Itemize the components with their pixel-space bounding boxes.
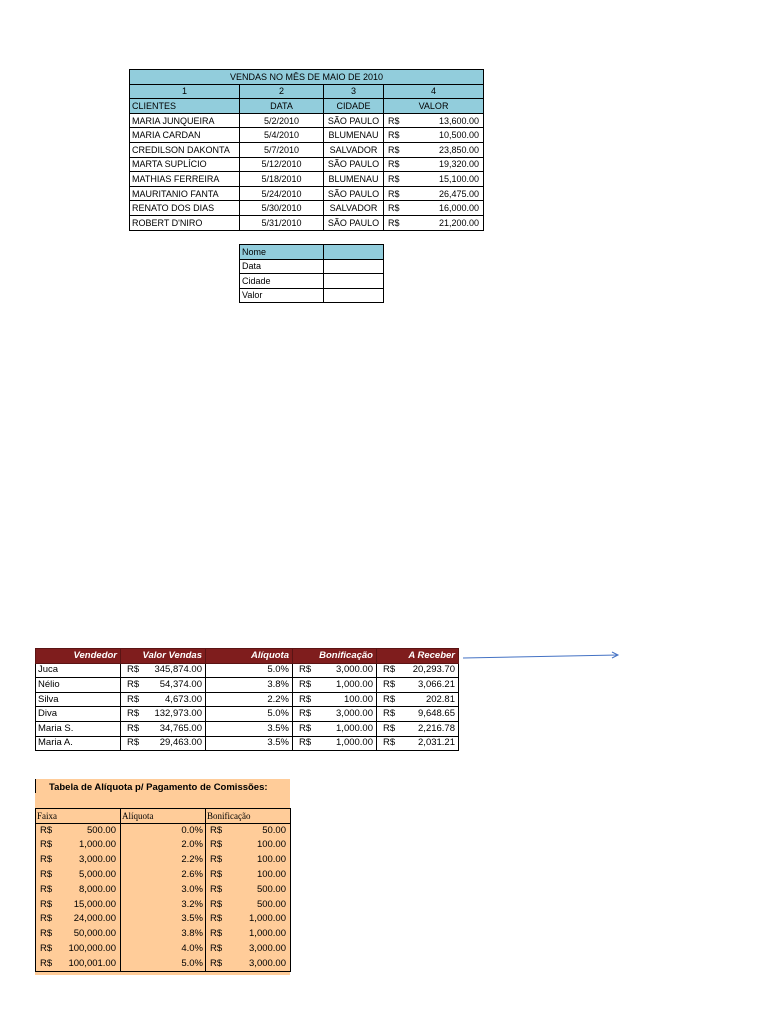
a-receber-amount: 2,216.78 [418, 722, 455, 734]
header-faixa: Faixa [36, 809, 121, 824]
valor-amount: 21,200.00 [439, 217, 480, 228]
valor-amount: 15,100.00 [439, 173, 480, 184]
header-aliquota: Alíquota [121, 809, 206, 824]
commission-header-row [36, 649, 459, 664]
aliquota-cell: 2.2% [206, 692, 293, 707]
rates-title: Tabela de Alíquota p/ Pagamento de Comissões: [49, 782, 268, 793]
currency-symbol: R$ [210, 957, 223, 969]
valor-cell [384, 142, 484, 157]
cidade-cell: BLUMENAU [324, 128, 384, 143]
valor-amount: 19,320.00 [439, 159, 480, 170]
bonificacao-cell [206, 956, 291, 971]
aliquota-cell: 5.0% [206, 663, 293, 678]
currency-symbol: R$ [210, 898, 223, 910]
faixa-cell [36, 912, 121, 927]
currency-symbol: R$ [127, 678, 140, 690]
bonificacao-amount: 1,000.00 [336, 737, 373, 749]
bonificacao-cell [206, 912, 291, 927]
faixa-amount: 24,000.00 [73, 913, 116, 925]
cliente-cell: MARTA SUPLÍCIO [130, 157, 240, 172]
commission-row [36, 707, 459, 722]
bonificacao-amount: 1,000.00 [336, 722, 373, 734]
currency-symbol: R$ [40, 913, 53, 925]
faixa-cell [36, 882, 121, 897]
valor-vendas-amount: 345,874.00 [154, 664, 202, 676]
currency-symbol: R$ [127, 737, 140, 749]
currency-symbol: R$ [210, 928, 223, 940]
cidade-cell: SÃO PAULO [324, 113, 384, 128]
column-number: 1 [130, 84, 240, 99]
column-number: 4 [384, 84, 484, 99]
currency-symbol: R$ [388, 203, 400, 214]
currency-symbol: R$ [210, 854, 223, 866]
column-number: 3 [324, 84, 384, 99]
rates-row [36, 868, 291, 883]
bonificacao-amount: 3,000.00 [336, 664, 373, 676]
currency-symbol: R$ [383, 693, 396, 705]
aliquota-cell: 3.5% [206, 736, 293, 751]
bonificacao-amount: 1,000.00 [249, 928, 286, 940]
faixa-cell [36, 868, 121, 883]
header-data: DATA [240, 99, 324, 114]
data-cell: 5/7/2010 [240, 142, 324, 157]
cidade-cell: SÃO PAULO [324, 186, 384, 201]
vendedor-cell: Nélio [36, 678, 121, 693]
faixa-amount: 3,000.00 [79, 854, 116, 866]
cliente-cell: ROBERT D'NIRO [130, 215, 240, 230]
bonificacao-amount: 3,000.00 [249, 943, 286, 955]
currency-symbol: R$ [210, 913, 223, 925]
cidade-cell: SALVADOR [324, 201, 384, 216]
vendedor-cell: Maria A. [36, 736, 121, 751]
currency-symbol: R$ [40, 869, 53, 881]
currency-symbol: R$ [210, 883, 223, 895]
header-aliquota: Alíquota [206, 649, 293, 664]
sales-row [130, 157, 484, 172]
aliquota-cell: 4.0% [121, 942, 206, 957]
data-cell: 5/24/2010 [240, 186, 324, 201]
currency-symbol: R$ [299, 708, 312, 720]
lookup-row [240, 274, 384, 289]
header-valor: VALOR [384, 99, 484, 114]
data-cell: 5/31/2010 [240, 215, 324, 230]
rates-table [35, 808, 291, 972]
data-cell: 5/4/2010 [240, 128, 324, 143]
cliente-cell: MARIA CARDAN [130, 128, 240, 143]
faixa-cell [36, 853, 121, 868]
faixa-amount: 100,001.00 [68, 957, 116, 969]
a-receber-cell [377, 721, 459, 736]
sales-table [129, 69, 484, 231]
header-valor-vendas: Valor Vendas [121, 649, 206, 664]
rates-row [36, 838, 291, 853]
faixa-amount: 50,000.00 [73, 928, 116, 940]
lookup-label: Cidade [240, 274, 324, 289]
data-cell: 5/18/2010 [240, 172, 324, 187]
currency-symbol: R$ [388, 188, 400, 199]
commission-row [36, 663, 459, 678]
rates-row [36, 942, 291, 957]
valor-cell [384, 201, 484, 216]
sales-title-row [130, 70, 484, 85]
header-vendedor: Vendedor [36, 649, 121, 664]
bonificacao-cell [206, 853, 291, 868]
bonificacao-amount: 100.00 [256, 839, 286, 851]
a-receber-cell [377, 707, 459, 722]
sales-row [130, 113, 484, 128]
commission-row [36, 736, 459, 751]
faixa-amount: 500.00 [86, 824, 116, 836]
aliquota-cell: 2.2% [121, 853, 206, 868]
a-receber-amount: 9,648.65 [418, 708, 455, 720]
a-receber-amount: 20,293.70 [412, 664, 455, 676]
aliquota-cell: 0.0% [121, 823, 206, 838]
lookup-label: Data [240, 259, 324, 274]
lookup-row [240, 245, 384, 260]
bonificacao-cell [293, 678, 377, 693]
currency-symbol: R$ [40, 898, 53, 910]
currency-symbol: R$ [388, 130, 400, 141]
faixa-cell [36, 823, 121, 838]
sales-row [130, 128, 484, 143]
currency-symbol: R$ [383, 737, 396, 749]
faixa-cell [36, 897, 121, 912]
bonificacao-cell [293, 663, 377, 678]
valor-cell [384, 157, 484, 172]
aliquota-cell: 3.0% [121, 882, 206, 897]
a-receber-cell [377, 678, 459, 693]
currency-symbol: R$ [383, 678, 396, 690]
arrow-line [463, 655, 618, 658]
cliente-cell: MARIA JUNQUEIRA [130, 113, 240, 128]
a-receber-amount: 2,031.21 [418, 737, 455, 749]
currency-symbol: R$ [299, 664, 312, 676]
valor-amount: 16,000.00 [439, 203, 480, 214]
lookup-row [240, 259, 384, 274]
currency-symbol: R$ [127, 693, 140, 705]
valor-cell [384, 186, 484, 201]
commission-row [36, 692, 459, 707]
cidade-cell: SALVADOR [324, 142, 384, 157]
currency-symbol: R$ [299, 722, 312, 734]
cidade-cell: BLUMENAU [324, 172, 384, 187]
currency-symbol: R$ [210, 869, 223, 881]
cliente-cell: CREDILSON DAKONTA [130, 142, 240, 157]
valor-vendas-cell [121, 663, 206, 678]
sales-title: VENDAS NO MÊS DE MAIO DE 2010 [130, 70, 484, 85]
currency-symbol: R$ [40, 928, 53, 940]
cliente-cell: RENATO DOS DIAS [130, 201, 240, 216]
faixa-cell [36, 956, 121, 971]
valor-cell [384, 215, 484, 230]
currency-symbol: R$ [388, 173, 400, 184]
vendedor-cell: Maria S. [36, 721, 121, 736]
bonificacao-cell [206, 868, 291, 883]
aliquota-cell: 3.8% [206, 678, 293, 693]
bonificacao-cell [293, 692, 377, 707]
lookup-label: Valor [240, 288, 324, 303]
aliquota-cell: 3.8% [121, 927, 206, 942]
sales-column-number-row [130, 84, 484, 99]
aliquota-cell: 3.5% [121, 912, 206, 927]
valor-vendas-amount: 34,765.00 [159, 722, 202, 734]
valor-vendas-cell [121, 721, 206, 736]
bonificacao-amount: 100.00 [256, 854, 286, 866]
bonificacao-amount: 3,000.00 [336, 708, 373, 720]
bonificacao-amount: 3,000.00 [249, 957, 286, 969]
sales-row [130, 201, 484, 216]
faixa-amount: 1,000.00 [79, 839, 116, 851]
column-number: 2 [240, 84, 324, 99]
currency-symbol: R$ [127, 664, 140, 676]
rates-row [36, 823, 291, 838]
bonificacao-amount: 50.00 [262, 824, 286, 836]
lookup-value [324, 245, 384, 260]
bonificacao-amount: 100.00 [256, 869, 286, 881]
rates-row [36, 882, 291, 897]
currency-symbol: R$ [127, 708, 140, 720]
currency-symbol: R$ [388, 144, 400, 155]
currency-symbol: R$ [40, 854, 53, 866]
faixa-amount: 5,000.00 [79, 869, 116, 881]
commission-row [36, 721, 459, 736]
bonificacao-amount: 500.00 [256, 883, 286, 895]
valor-cell [384, 172, 484, 187]
aliquota-cell: 5.0% [206, 707, 293, 722]
rates-row [36, 897, 291, 912]
faixa-amount: 8,000.00 [79, 883, 116, 895]
commission-row [36, 678, 459, 693]
currency-symbol: R$ [40, 883, 53, 895]
currency-symbol: R$ [40, 957, 53, 969]
rates-row [36, 853, 291, 868]
valor-vendas-cell [121, 678, 206, 693]
valor-vendas-cell [121, 707, 206, 722]
valor-vendas-amount: 4,673.00 [165, 693, 202, 705]
rates-row [36, 912, 291, 927]
bonificacao-cell [206, 942, 291, 957]
sales-header-row [130, 99, 484, 114]
currency-symbol: R$ [40, 824, 53, 836]
valor-vendas-cell [121, 692, 206, 707]
valor-vendas-cell [121, 736, 206, 751]
data-cell: 5/2/2010 [240, 113, 324, 128]
vendedor-cell: Diva [36, 707, 121, 722]
valor-amount: 26,475.00 [439, 188, 480, 199]
cliente-cell: MATHIAS FERREIRA [130, 172, 240, 187]
header-a-receber: A Receber [377, 649, 459, 664]
lookup-value [324, 274, 384, 289]
aliquota-cell: 2.0% [121, 838, 206, 853]
a-receber-amount: 3,066.21 [418, 678, 455, 690]
sales-row [130, 172, 484, 187]
valor-vendas-amount: 132,973.00 [154, 708, 202, 720]
valor-amount: 23,850.00 [439, 144, 480, 155]
currency-symbol: R$ [383, 664, 396, 676]
a-receber-amount: 202.81 [425, 693, 455, 705]
bonificacao-cell [206, 823, 291, 838]
sales-row [130, 186, 484, 201]
rates-row [36, 927, 291, 942]
cidade-cell: SÃO PAULO [324, 157, 384, 172]
bonificacao-cell [206, 838, 291, 853]
header-cidade: CIDADE [324, 99, 384, 114]
commission-table [35, 648, 459, 751]
bonificacao-cell [293, 707, 377, 722]
valor-amount: 10,500.00 [439, 130, 480, 141]
bonificacao-amount: 100.00 [343, 693, 373, 705]
faixa-amount: 15,000.00 [73, 898, 116, 910]
cliente-cell: MAURITANIO FANTA [130, 186, 240, 201]
cidade-cell: SÃO PAULO [324, 215, 384, 230]
currency-symbol: R$ [388, 159, 400, 170]
rates-block [35, 779, 290, 975]
data-cell: 5/30/2010 [240, 201, 324, 216]
valor-amount: 13,600.00 [439, 115, 480, 126]
a-receber-cell [377, 692, 459, 707]
aliquota-cell: 3.5% [206, 721, 293, 736]
currency-symbol: R$ [299, 678, 312, 690]
currency-symbol: R$ [388, 217, 400, 228]
a-receber-cell [377, 736, 459, 751]
currency-symbol: R$ [40, 943, 53, 955]
bonificacao-cell [293, 736, 377, 751]
currency-symbol: R$ [383, 722, 396, 734]
data-cell: 5/12/2010 [240, 157, 324, 172]
faixa-amount: 100,000.00 [68, 943, 116, 955]
valor-cell [384, 128, 484, 143]
rates-header-row [36, 809, 291, 824]
currency-symbol: R$ [299, 737, 312, 749]
connector-arrow [460, 649, 624, 663]
header-bonificacao: Bonificação [293, 649, 377, 664]
vendedor-cell: Juca [36, 663, 121, 678]
rates-row [36, 956, 291, 971]
vendedor-cell: Silva [36, 692, 121, 707]
currency-symbol: R$ [210, 943, 223, 955]
header-bonificacao: Bonificação [206, 809, 291, 824]
bonificacao-cell [206, 897, 291, 912]
a-receber-cell [377, 663, 459, 678]
currency-symbol: R$ [383, 708, 396, 720]
bonificacao-amount: 1,000.00 [336, 678, 373, 690]
aliquota-cell: 3.2% [121, 897, 206, 912]
bonificacao-cell [206, 882, 291, 897]
bonificacao-amount: 1,000.00 [249, 913, 286, 925]
bonificacao-cell [293, 721, 377, 736]
aliquota-cell: 5.0% [121, 956, 206, 971]
lookup-table [239, 244, 384, 303]
bonificacao-amount: 500.00 [256, 898, 286, 910]
valor-cell [384, 113, 484, 128]
valor-vendas-amount: 54,374.00 [159, 678, 202, 690]
bonificacao-cell [206, 927, 291, 942]
currency-symbol: R$ [299, 693, 312, 705]
currency-symbol: R$ [40, 839, 53, 851]
header-clientes: CLIENTES [130, 99, 240, 114]
faixa-cell [36, 927, 121, 942]
valor-vendas-amount: 29,463.00 [159, 737, 202, 749]
lookup-value [324, 288, 384, 303]
currency-symbol: R$ [388, 115, 400, 126]
title-left-border [35, 779, 36, 793]
lookup-row [240, 288, 384, 303]
currency-symbol: R$ [127, 722, 140, 734]
faixa-cell [36, 838, 121, 853]
sales-row [130, 142, 484, 157]
aliquota-cell: 2.6% [121, 868, 206, 883]
currency-symbol: R$ [210, 824, 223, 836]
lookup-value [324, 259, 384, 274]
faixa-cell [36, 942, 121, 957]
currency-symbol: R$ [210, 839, 223, 851]
lookup-label: Nome [240, 245, 324, 260]
sales-row [130, 215, 484, 230]
